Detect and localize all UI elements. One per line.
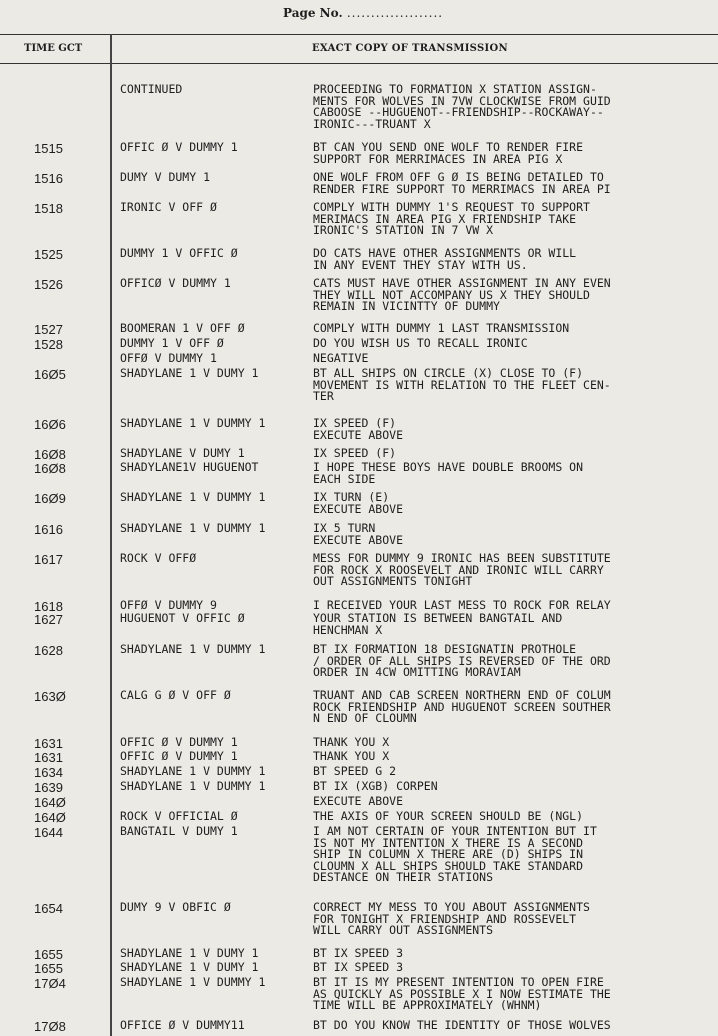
log-time: 1515	[34, 141, 63, 156]
log-time: 1516	[34, 171, 63, 186]
log-time: 1526	[34, 277, 63, 292]
log-from: BANGTAIL V DUMY 1	[120, 824, 238, 838]
log-message: MESS FOR DUMMY 9 IRONIC HAS BEEN SUBSTITUTE FOR ROCK X ROOSEVELT AND IRONIC WILL CARRY OUT ASSIGNMENTS TONIGHT	[313, 553, 611, 588]
log-message: BT ALL SHIPS ON CIRCLE (X) CLOSE TO (F) MOVEMENT IS WITH RELATION TO THE FLEET CEN- TER	[313, 368, 611, 403]
log-time: 1616	[34, 522, 63, 537]
log-message: ONE WOLF FROM OFF G Ø IS BEING DETAILED TO RENDER FIRE SUPPORT TO MERRIMACS IN AREA PI	[313, 172, 611, 196]
log-message: I RECEIVED YOUR LAST MESS TO ROCK FOR RELAY	[313, 600, 611, 612]
log-message: DO CATS HAVE OTHER ASSIGNMENTS OR WILL IN ANY EVENT THEY STAY WITH US.	[313, 248, 577, 272]
log-time: 16Ø9	[34, 491, 66, 506]
log-message: BT DO YOU KNOW THE IDENTITY OF THOSE WOLVES	[313, 1020, 611, 1032]
log-time: 16Ø8	[34, 461, 66, 476]
log-from: OFFIC Ø V DUMMY 1	[120, 735, 238, 749]
log-time: 1655	[34, 947, 63, 962]
log-time: 16Ø6	[34, 417, 66, 432]
log-time: 1631	[34, 736, 63, 751]
log-time: 1527	[34, 322, 63, 337]
log-from: SHADYLANE 1 V DUMY 1	[120, 366, 259, 380]
log-message: TRUANT AND CAB SCREEN NORTHERN END OF COLUM ROCK FRIENDSHIP AND HUGUENOT SCREEN SOUTHER N END OF CLOUMN	[313, 690, 611, 725]
log-time: 17Ø4	[34, 976, 66, 991]
log-message: DO YOU WISH US TO RECALL IRONIC	[313, 338, 528, 350]
log-message: IX TURN (E) EXECUTE ABOVE	[313, 492, 404, 516]
log-message: I HOPE THESE BOYS HAVE DOUBLE BROOMS ON EACH SIDE	[313, 462, 584, 486]
log-time: 1631	[34, 750, 63, 765]
log-message: BT IX SPEED 3	[313, 948, 404, 960]
log-message: COMPLY WITH DUMMY 1 LAST TRANSMISSION	[313, 323, 570, 335]
log-from: OFFICØ V DUMMY 1	[120, 276, 231, 290]
log-time: 16Ø5	[34, 367, 66, 382]
copy-column-header: EXACT COPY OF TRANSMISSION	[312, 43, 508, 54]
log-message: YOUR STATION IS BETWEEN BANGTAIL AND HENCHMAN X	[313, 613, 563, 637]
log-from: SHADYLANE 1 V DUMY 1	[120, 960, 259, 974]
log-from: OFFIC Ø V DUMMY 1	[120, 140, 238, 154]
log-from: SHADYLANE1V HUGUENOT	[120, 460, 259, 474]
time-column-header: TIME GCT	[24, 43, 83, 54]
log-from: OFFICE Ø V DUMMY11	[120, 1018, 245, 1032]
log-from: SHADYLANE 1 V DUMMY 1	[120, 642, 266, 656]
log-message: BT IX FORMATION 18 DESIGNATIN PROTHOLE / ORDER OF ALL SHIPS IS REVERSED OF THE ORD ORDER IN 4CW OMITTING MORAVIAM	[313, 644, 611, 679]
log-from: DUMMY 1 V OFF Ø	[120, 336, 224, 350]
log-from: DUMMY 1 V OFFIC Ø	[120, 246, 238, 260]
log-from: HUGUENOT V OFFIC Ø	[120, 611, 245, 625]
log-from: OFFIC Ø V DUMMY 1	[120, 749, 238, 763]
log-message: CATS MUST HAVE OTHER ASSIGNMENT IN ANY EVEN THEY WILL NOT ACCOMPANY US X THEY SHOULD REMAIN IN VICINTTY OF DUMMY	[313, 278, 611, 313]
log-message: PROCEEDING TO FORMATION X STATION ASSIGN- MENTS FOR WOLVES IN 7VW CLOCKWISE FROM GUID CABOOSE --HUGUENOT--FRIENDSHIP--ROCKAWAY-- IRONIC---TRUANT X	[313, 84, 611, 131]
log-message: BT IX (XGB) CORPEN	[313, 781, 438, 793]
log-time: 1654	[34, 901, 63, 916]
page-number-blank: ....................	[346, 6, 444, 20]
log-from: SHADYLANE 1 V DUMMY 1	[120, 521, 266, 535]
log-from: CALG G Ø V OFF Ø	[120, 688, 231, 702]
log-message: IX SPEED (F) EXECUTE ABOVE	[313, 418, 404, 442]
log-message: THE AXIS OF YOUR SCREEN SHOULD BE (NGL)	[313, 811, 584, 823]
log-time: 1628	[34, 643, 63, 658]
log-from: OFFØ V DUMMY 1	[120, 351, 217, 365]
log-message: CORRECT MY MESS TO YOU ABOUT ASSIGNMENTS FOR TONIGHT X FRIENDSHIP AND ROSSEVELT WILL CARRY OUT ASSIGNMENTS	[313, 902, 590, 937]
log-time: 1644	[34, 825, 63, 840]
log-time: 1528	[34, 337, 63, 352]
log-time: 1617	[34, 552, 63, 567]
log-message: IX 5 TURN EXECUTE ABOVE	[313, 523, 404, 547]
log-from: CONTINUED	[120, 82, 183, 96]
log-from: ROCK V OFFICIAL Ø	[120, 809, 238, 823]
log-from: SHADYLANE 1 V DUMMY 1	[120, 764, 266, 778]
log-from: SHADYLANE 1 V DUMMY 1	[120, 779, 266, 793]
log-time: 164Ø	[34, 795, 66, 810]
log-message: I AM NOT CERTAIN OF YOUR INTENTION BUT IT IS NOT MY INTENTION X THERE IS A SECOND SHIP IN COLUMN X THERE ARE (D) SHIPS IN CLOUMN X ALL SHIPS SHOULD TAKE STANDARD DESTANCE ON THEIR STATIONS	[313, 826, 597, 884]
page-number-label: Page No. ....................	[283, 6, 444, 20]
log-time: 1634	[34, 765, 63, 780]
log-time: 1639	[34, 780, 63, 795]
log-message: BT IX SPEED 3	[313, 962, 404, 974]
log-from: DUMY V DUMY 1	[120, 170, 211, 184]
log-message: THANK YOU X	[313, 751, 390, 763]
log-message: BT SPEED G 2	[313, 766, 397, 778]
log-from: SHADYLANE 1 V DUMMY 1	[120, 975, 266, 989]
log-time: 1627	[34, 612, 63, 627]
log-time: 16Ø8	[34, 447, 66, 462]
log-time: 1618	[34, 599, 63, 614]
log-from: SHADYLANE V DUMY 1	[120, 446, 245, 460]
log-time: 163Ø	[34, 689, 66, 704]
log-message: THANK YOU X	[313, 737, 390, 749]
log-from: ROCK V OFFØ	[120, 551, 197, 565]
log-from: OFFØ V DUMMY 9	[120, 598, 217, 612]
log-message: BT IT IS MY PRESENT INTENTION TO OPEN FIRE AS QUICKLY AS POSSIBLE X I NOW ESTIMATE THE TIME WILL BE APPROXIMATELY (WHNM)	[313, 977, 611, 1012]
log-message: NEGATIVE	[313, 353, 369, 365]
log-from: SHADYLANE 1 V DUMMY 1	[120, 416, 266, 430]
log-message: EXECUTE ABOVE	[313, 796, 404, 808]
log-time: 1655	[34, 961, 63, 976]
log-from: BOOMERAN 1 V OFF Ø	[120, 321, 245, 335]
log-time: 1518	[34, 201, 63, 216]
log-from: IRONIC V OFF Ø	[120, 200, 217, 214]
log-time: 17Ø8	[34, 1019, 66, 1034]
log-message: COMPLY WITH DUMMY 1'S REQUEST TO SUPPORT MERIMACS IN AREA PIG X FRIENDSHIP TAKE IRONIC'S STATION IN 7 VW X	[313, 202, 590, 237]
log-message: BT CAN YOU SEND ONE WOLF TO RENDER FIRE SUPPORT FOR MERRIMACES IN AREA PIG X	[313, 142, 584, 166]
log-from: SHADYLANE 1 V DUMMY 1	[120, 490, 266, 504]
log-from: DUMY 9 V OBFIC Ø	[120, 900, 231, 914]
log-time: 1525	[34, 247, 63, 262]
log-time: 164Ø	[34, 810, 66, 825]
log-message: IX SPEED (F)	[313, 448, 397, 460]
log-from: SHADYLANE 1 V DUMY 1	[120, 946, 259, 960]
